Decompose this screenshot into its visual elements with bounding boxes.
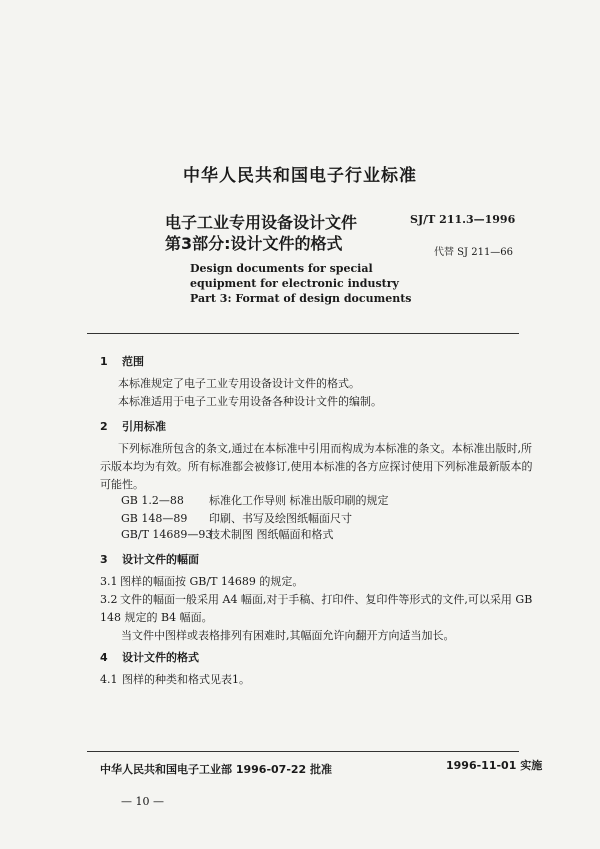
title-en-line3: Part 3: Format of design documents	[190, 292, 412, 305]
section-3-heading	[100, 551, 199, 567]
standard-code: SJ/T 211.3—1996	[410, 213, 516, 226]
section-number: 2	[100, 420, 108, 433]
reference-code: GB/T 14689—93	[121, 528, 213, 541]
section-number: 3	[100, 553, 108, 566]
clause-text: 图样的幅面按 GB/T 14689 的规定。	[120, 575, 304, 588]
reference-title: 标准化工作导则 标准出版印刷的规定	[209, 494, 389, 507]
reference-title: 印刷、书写及绘图纸幅面尺寸	[209, 512, 352, 525]
section-number: 4	[100, 651, 108, 664]
title-zh-line2: 第3部分:设计文件的格式	[165, 234, 343, 253]
reference-code: GB 1.2—88	[121, 494, 184, 507]
reference-item	[121, 510, 352, 526]
clause-number: 3.2	[100, 593, 118, 606]
footer-divider	[87, 751, 519, 752]
page-number: — 10 —	[121, 795, 164, 808]
clause-text: 图样的种类和格式见表1。	[122, 673, 250, 686]
reference-title: 技术制图 图纸幅面和格式	[209, 528, 334, 541]
clause-4-1	[100, 671, 250, 687]
clause-number: 4.1	[100, 673, 118, 686]
clause-number: 3.1	[100, 575, 118, 588]
paragraph-line: 下列标准所包含的条文,通过在本标准中引用而构成为本标准的条文。本标准出版时,所	[118, 442, 532, 455]
section-number: 1	[100, 355, 108, 368]
paragraph: 本标准规定了电子工业专用设备设计文件的格式。	[118, 377, 360, 390]
paragraph-line: 148 规定的 B4 幅面。	[100, 611, 213, 624]
reference-item	[121, 492, 389, 508]
standard-category: 中华人民共和国电子行业标准	[183, 166, 417, 186]
clause-3-2	[100, 591, 532, 607]
clause-3-1	[100, 573, 303, 589]
reference-code: GB 148—89	[121, 512, 188, 525]
section-2-heading	[100, 418, 166, 434]
paragraph-line: 当文件中图样或表格排列有困难时,其幅面允许向翻开方向适当加长。	[121, 629, 455, 642]
title-zh-line1: 电子工业专用设备设计文件	[165, 213, 358, 232]
clause-text: 文件的幅面一般采用 A4 幅面,对于手稿、打印件、复印件等形式的文件,可以采用 GB	[120, 593, 533, 606]
replaces-note: 代替 SJ 211—66	[434, 247, 514, 258]
section-1-heading	[100, 353, 144, 369]
section-title: 设计文件的格式	[122, 651, 199, 664]
approval-line: 中华人民共和国电子工业部 1996-07-22 批准	[100, 763, 333, 776]
reference-item	[121, 526, 334, 542]
paragraph: 本标准适用于电子工业专用设备各种设计文件的编制。	[118, 395, 382, 408]
section-title: 设计文件的幅面	[122, 553, 199, 566]
paragraph-line: 示版本均为有效。所有标准都会被修订,使用本标准的各方应探讨使用下列标准最新版本的	[100, 460, 533, 473]
section-4-heading	[100, 649, 199, 665]
paragraph-line: 可能性。	[100, 478, 144, 491]
header-divider	[87, 333, 519, 334]
effective-date: 1996-11-01 实施	[446, 759, 543, 772]
section-title: 范围	[122, 355, 144, 368]
title-en-line1: Design documents for special	[190, 262, 373, 275]
title-en-line2: equipment for electronic industry	[190, 277, 399, 290]
section-title: 引用标准	[122, 420, 166, 433]
